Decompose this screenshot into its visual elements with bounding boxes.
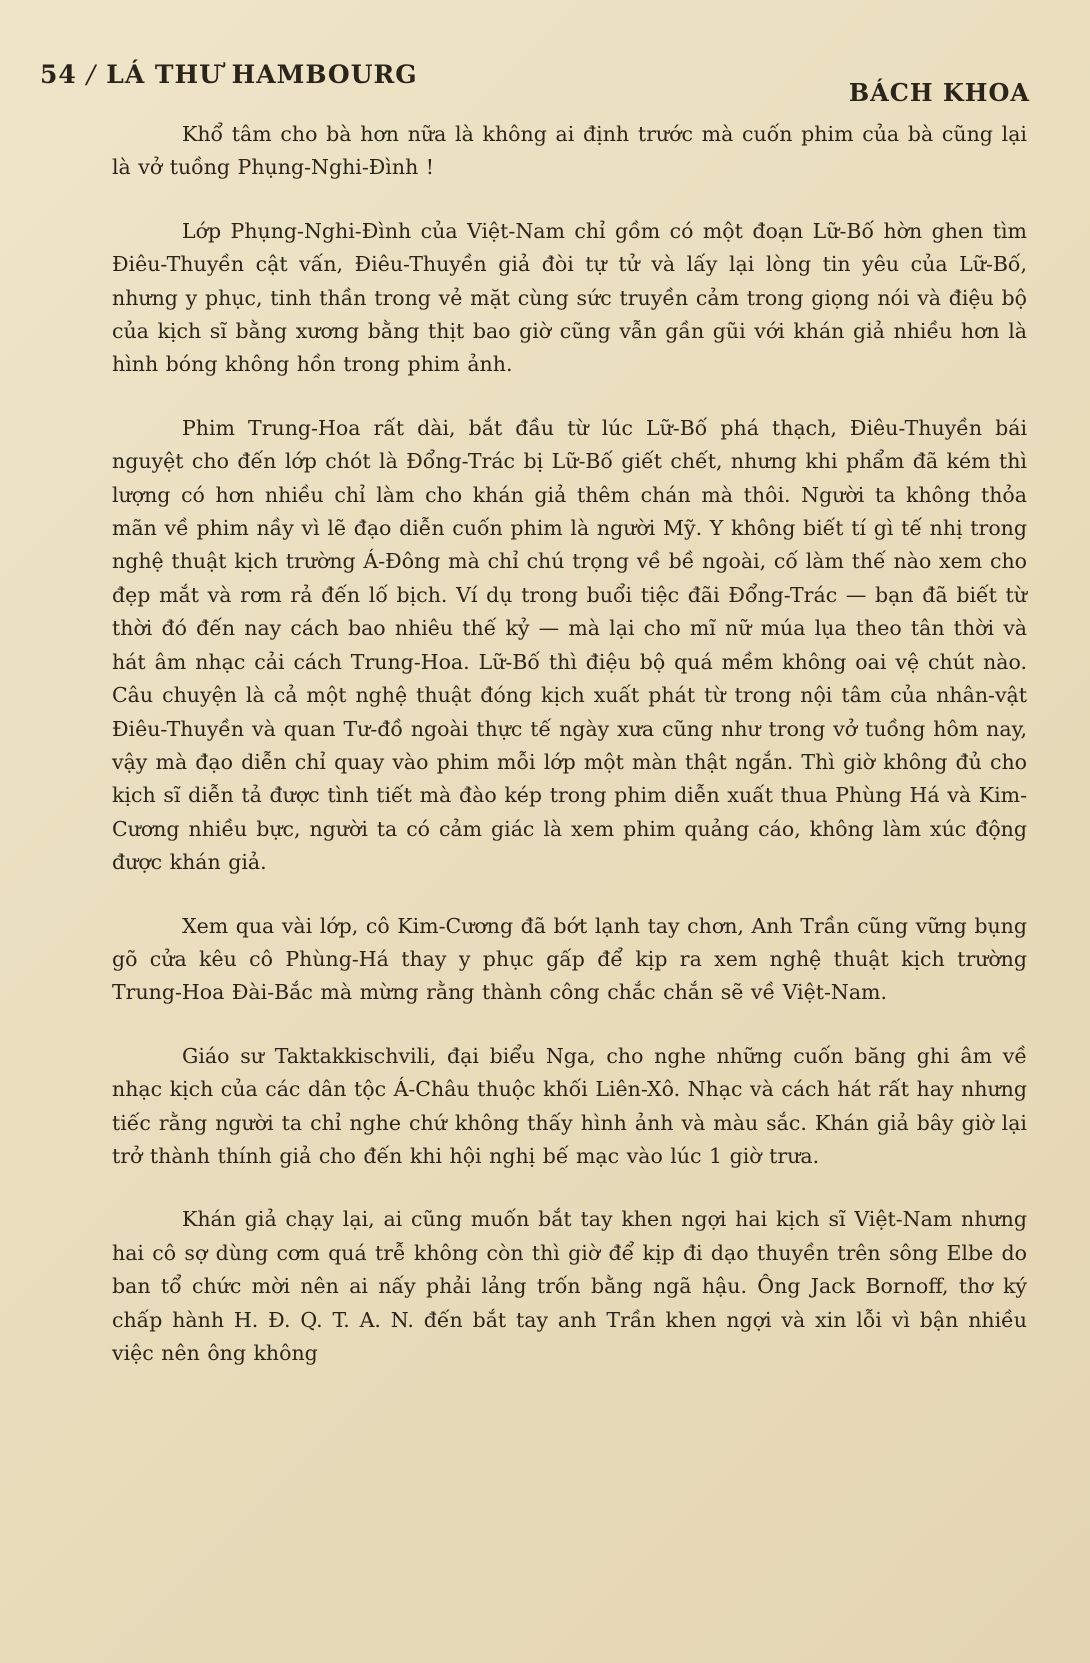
- paragraph-gap: [112, 880, 1027, 910]
- paragraph-gap: [112, 1010, 1027, 1040]
- paragraph-5: Giáo sư Taktakkischvili, đại biểu Nga, cho nghe những cuốn băng ghi âm về nhạc kịch của các dân tộc Á-Châu thuộc khối Liên-Xô. Nhạc và cách hát rất hay nhưng tiếc rằng người ta chỉ nghe chứ không thấy hình ảnh và màu sắc. Khán giả bây giờ lại trở thành thính giả cho đến khi hội nghị bế mạc vào lúc 1 giờ trưa.: [112, 1043, 1027, 1168]
- article-body: [112, 118, 1027, 1370]
- magazine-name: BÁCH KHOA: [848, 78, 1030, 107]
- paragraph-4: Xem qua vài lớp, cô Kim-Cương đã bớt lạnh tay chơn, Anh Trần cũng vững bụng gõ cửa kêu cô Phùng-Há thay y phục gấp để kịp ra xem nghệ thuật kịch trường Trung-Hoa Đài-Bắc mà mừng rằng thành công chắc chắn sẽ về Việt-Nam.: [112, 913, 1027, 1005]
- paragraph-3: Phim Trung-Hoa rất dài, bắt đầu từ lúc Lữ-Bố phá thạch, Điêu-Thuyền bái nguyệt cho đến lớp chót là Đổng-Trác bị Lữ-Bố giết chết, nhưng khi phẩm đã kém thì lượng có hơn nhiều chỉ làm cho khán giả thêm chán mà thôi. Người ta không thỏa mãn về phim nầy vì lẽ đạo diễn cuốn phim là người Mỹ. Y không biết tí gì tế nhị trong nghệ thuật kịch trường Á-Đông mà chỉ chú trọng về bề ngoài, cố làm thế nào xem cho đẹp mắt và rơm rả đến lố bịch. Ví dụ trong buổi tiệc đãi Đổng-Trác — bạn đã biết từ thời đó đến nay cách bao nhiêu thế kỷ — mà lại cho mĩ nữ múa lụa theo tân thời và hát âm nhạc cải cách Trung-Hoa. Lữ-Bố thì điệu bộ quá mềm không oai vệ chút nào. Câu chuyện là cả một nghệ thuật đóng kịch xuất phát từ trong nội tâm của nhân-vật Điêu-Thuyền và quan Tư-đồ ngoài thực tế ngày xưa cũng như trong vở tuồng hôm nay, vậy mà đạo diễn chỉ quay vào phim mỗi lớp một màn thật ngắn. Thì giờ không đủ cho kịch sĩ diễn tả được tình tiết mà đào kép trong phim diễn xuất thua Phùng Há và Kim-Cương nhiều bực, người ta có cảm giác là xem phim quảng cáo, không làm xúc động được khán giả.: [112, 415, 1027, 875]
- paragraph-gap: [112, 185, 1027, 215]
- header-separator: /: [86, 60, 97, 89]
- header-left: [40, 60, 418, 89]
- page-number: 54: [40, 60, 77, 89]
- paragraph-gap: [112, 382, 1027, 412]
- running-header: [40, 52, 1030, 112]
- paragraph-6: Khán giả chạy lại, ai cũng muốn bắt tay khen ngợi hai kịch sĩ Việt-Nam nhưng hai cô sợ dùng cơm quá trễ không còn thì giờ để kịp đi dạo thuyền trên sông Elbe do ban tổ chức mời nên ai nấy phải lảng trốn bằng ngã hậu. Ông Jack Bornoff, thơ ký chấp hành H. Đ. Q. T. A. N. đến bắt tay anh Trần khen ngợi và xin lỗi vì bận nhiều việc nên ông không: [112, 1207, 1027, 1365]
- paragraph-gap: [112, 1173, 1027, 1203]
- paragraph-1: Khổ tâm cho bà hơn nữa là không ai định trước mà cuốn phim của bà cũng lại là vở tuồng Phụng-Nghi-Đình !: [112, 122, 1027, 180]
- paragraph-2: Lớp Phụng-Nghi-Đình của Việt-Nam chỉ gồm có một đoạn Lữ-Bố hờn ghen tìm Điêu-Thuyền cật vấn, Điêu-Thuyền giả đòi tự tử và lấy lại lòng tin yêu của Lữ-Bố, nhưng y phục, tinh thần trong vẻ mặt cùng sức truyền cảm trong giọng nói và điệu bộ của kịch sĩ bằng xương bằng thịt bao giờ cũng vẫn gần gũi với khán giả nhiều hơn là hình bóng không hồn trong phim ảnh.: [112, 218, 1027, 377]
- running-title: LÁ THƯ HAMBOURG: [106, 60, 418, 89]
